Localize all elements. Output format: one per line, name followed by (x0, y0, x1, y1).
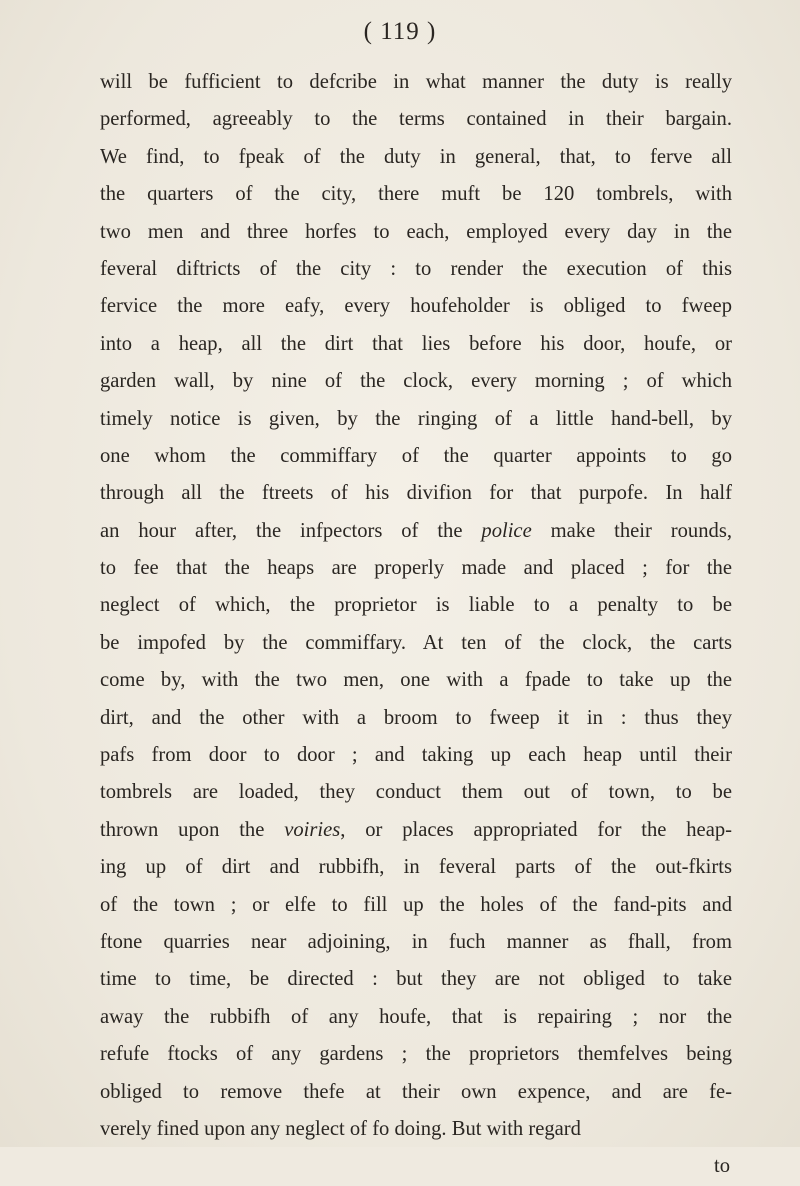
text-line (100, 288, 732, 325)
text-line-segment: verely fined upon any neglect of fo doing. But with regard (100, 1117, 581, 1140)
text-line-segment: performed, agreeably to the terms contained in their bargain. (100, 108, 732, 131)
text-line (100, 887, 732, 924)
text-line (100, 737, 732, 774)
text-line-segment: pafs from door to door ; and taking up each heap until their (100, 744, 732, 767)
text-line (100, 513, 732, 550)
text-line (100, 587, 732, 624)
text-line-segment: thrown upon the (100, 818, 285, 841)
text-line-segment: come by, with the two men, one with a fpade to take up the (100, 669, 732, 692)
text-line-segment: away the rubbifh of any houfe, that is repairing ; nor the (100, 1005, 732, 1028)
text-line (100, 139, 732, 176)
text-line-segment: neglect of which, the proprietor is liable to a penalty to be (100, 594, 732, 617)
text-line (100, 849, 732, 886)
text-line (100, 438, 732, 475)
text-line-segment: two men and three horfes to each, employed every day in the (100, 220, 732, 243)
text-line (100, 662, 732, 699)
text-line-segment: ftone quarries near adjoining, in fuch manner as fhall, from (100, 930, 732, 953)
text-line-segment: , or places appropriated for the heap- (340, 818, 732, 841)
text-line (100, 550, 732, 587)
text-line (100, 1036, 732, 1073)
text-line (100, 1111, 732, 1148)
text-line-segment: of the town ; or elfe to fill up the holes of the fand-pits and (100, 893, 732, 916)
text-line-segment: feveral diftricts of the city : to render the execution of this (100, 257, 732, 280)
text-line-segment: one whom the commiffary of the quarter appoints to go (100, 444, 732, 467)
text-line-segment: through all the ftreets of his divifion for that purpofe. In half (100, 482, 732, 505)
italic-term: police (481, 519, 532, 542)
text-line-segment: will be fufficient to defcribe in what manner the duty is really (100, 71, 732, 93)
text-line (100, 363, 732, 400)
text-line-segment: obliged to remove thefe at their own expence, and are fe- (100, 1080, 732, 1103)
text-line (100, 326, 732, 363)
text-line-segment: into a heap, all the dirt that lies before his door, houfe, or (100, 332, 732, 355)
text-line-segment: tombrels are loaded, they conduct them out of town, to be (100, 781, 732, 804)
text-line (100, 64, 732, 101)
text-line (100, 774, 732, 811)
text-line-segment: refufe ftocks of any gardens ; the proprietors themfelves being (100, 1043, 732, 1066)
text-line-segment: garden wall, by nine of the clock, every morning ; of which (100, 370, 732, 393)
text-line-segment: to fee that the heaps are properly made and placed ; for the (100, 557, 732, 580)
text-line-segment: ing up of dirt and rubbifh, in feveral parts of the out-fkirts (100, 856, 732, 879)
text-line (100, 999, 732, 1036)
text-line (100, 101, 732, 138)
text-line-segment: timely notice is given, by the ringing of a little hand-bell, by (100, 407, 732, 430)
text-line (100, 401, 732, 438)
text-line (100, 176, 732, 213)
text-line-segment: fervice the more eafy, every houfeholder is obliged to fweep (100, 295, 732, 318)
text-line (100, 1074, 732, 1111)
catchword: to (713, 1155, 730, 1178)
text-line (100, 625, 732, 662)
text-line (100, 812, 732, 849)
text-line (100, 961, 732, 998)
body-text (100, 64, 732, 1186)
text-line-segment: time to time, be directed : but they are not obliged to take (100, 968, 732, 991)
text-line-segment: We find, to fpeak of the duty in general, that, to ferve all (100, 145, 732, 168)
text-line (100, 924, 732, 961)
text-line (100, 214, 732, 251)
text-line (100, 251, 732, 288)
text-line-segment: an hour after, the infpectors of the (100, 519, 482, 542)
text-line (100, 700, 732, 737)
text-line-segment: be impofed by the commiffary. At ten of the clock, the carts (100, 631, 732, 654)
text-line-segment: dirt, and the other with a broom to fweep it in : thus they (100, 706, 732, 729)
page-number: ( 119 ) (363, 18, 437, 45)
text-line-segment: make their rounds, (531, 519, 732, 542)
text-line-segment: the quarters of the city, there muft be 120 tombrels, with (100, 183, 732, 206)
text-line (100, 475, 732, 512)
italic-term: voiries (284, 818, 341, 841)
